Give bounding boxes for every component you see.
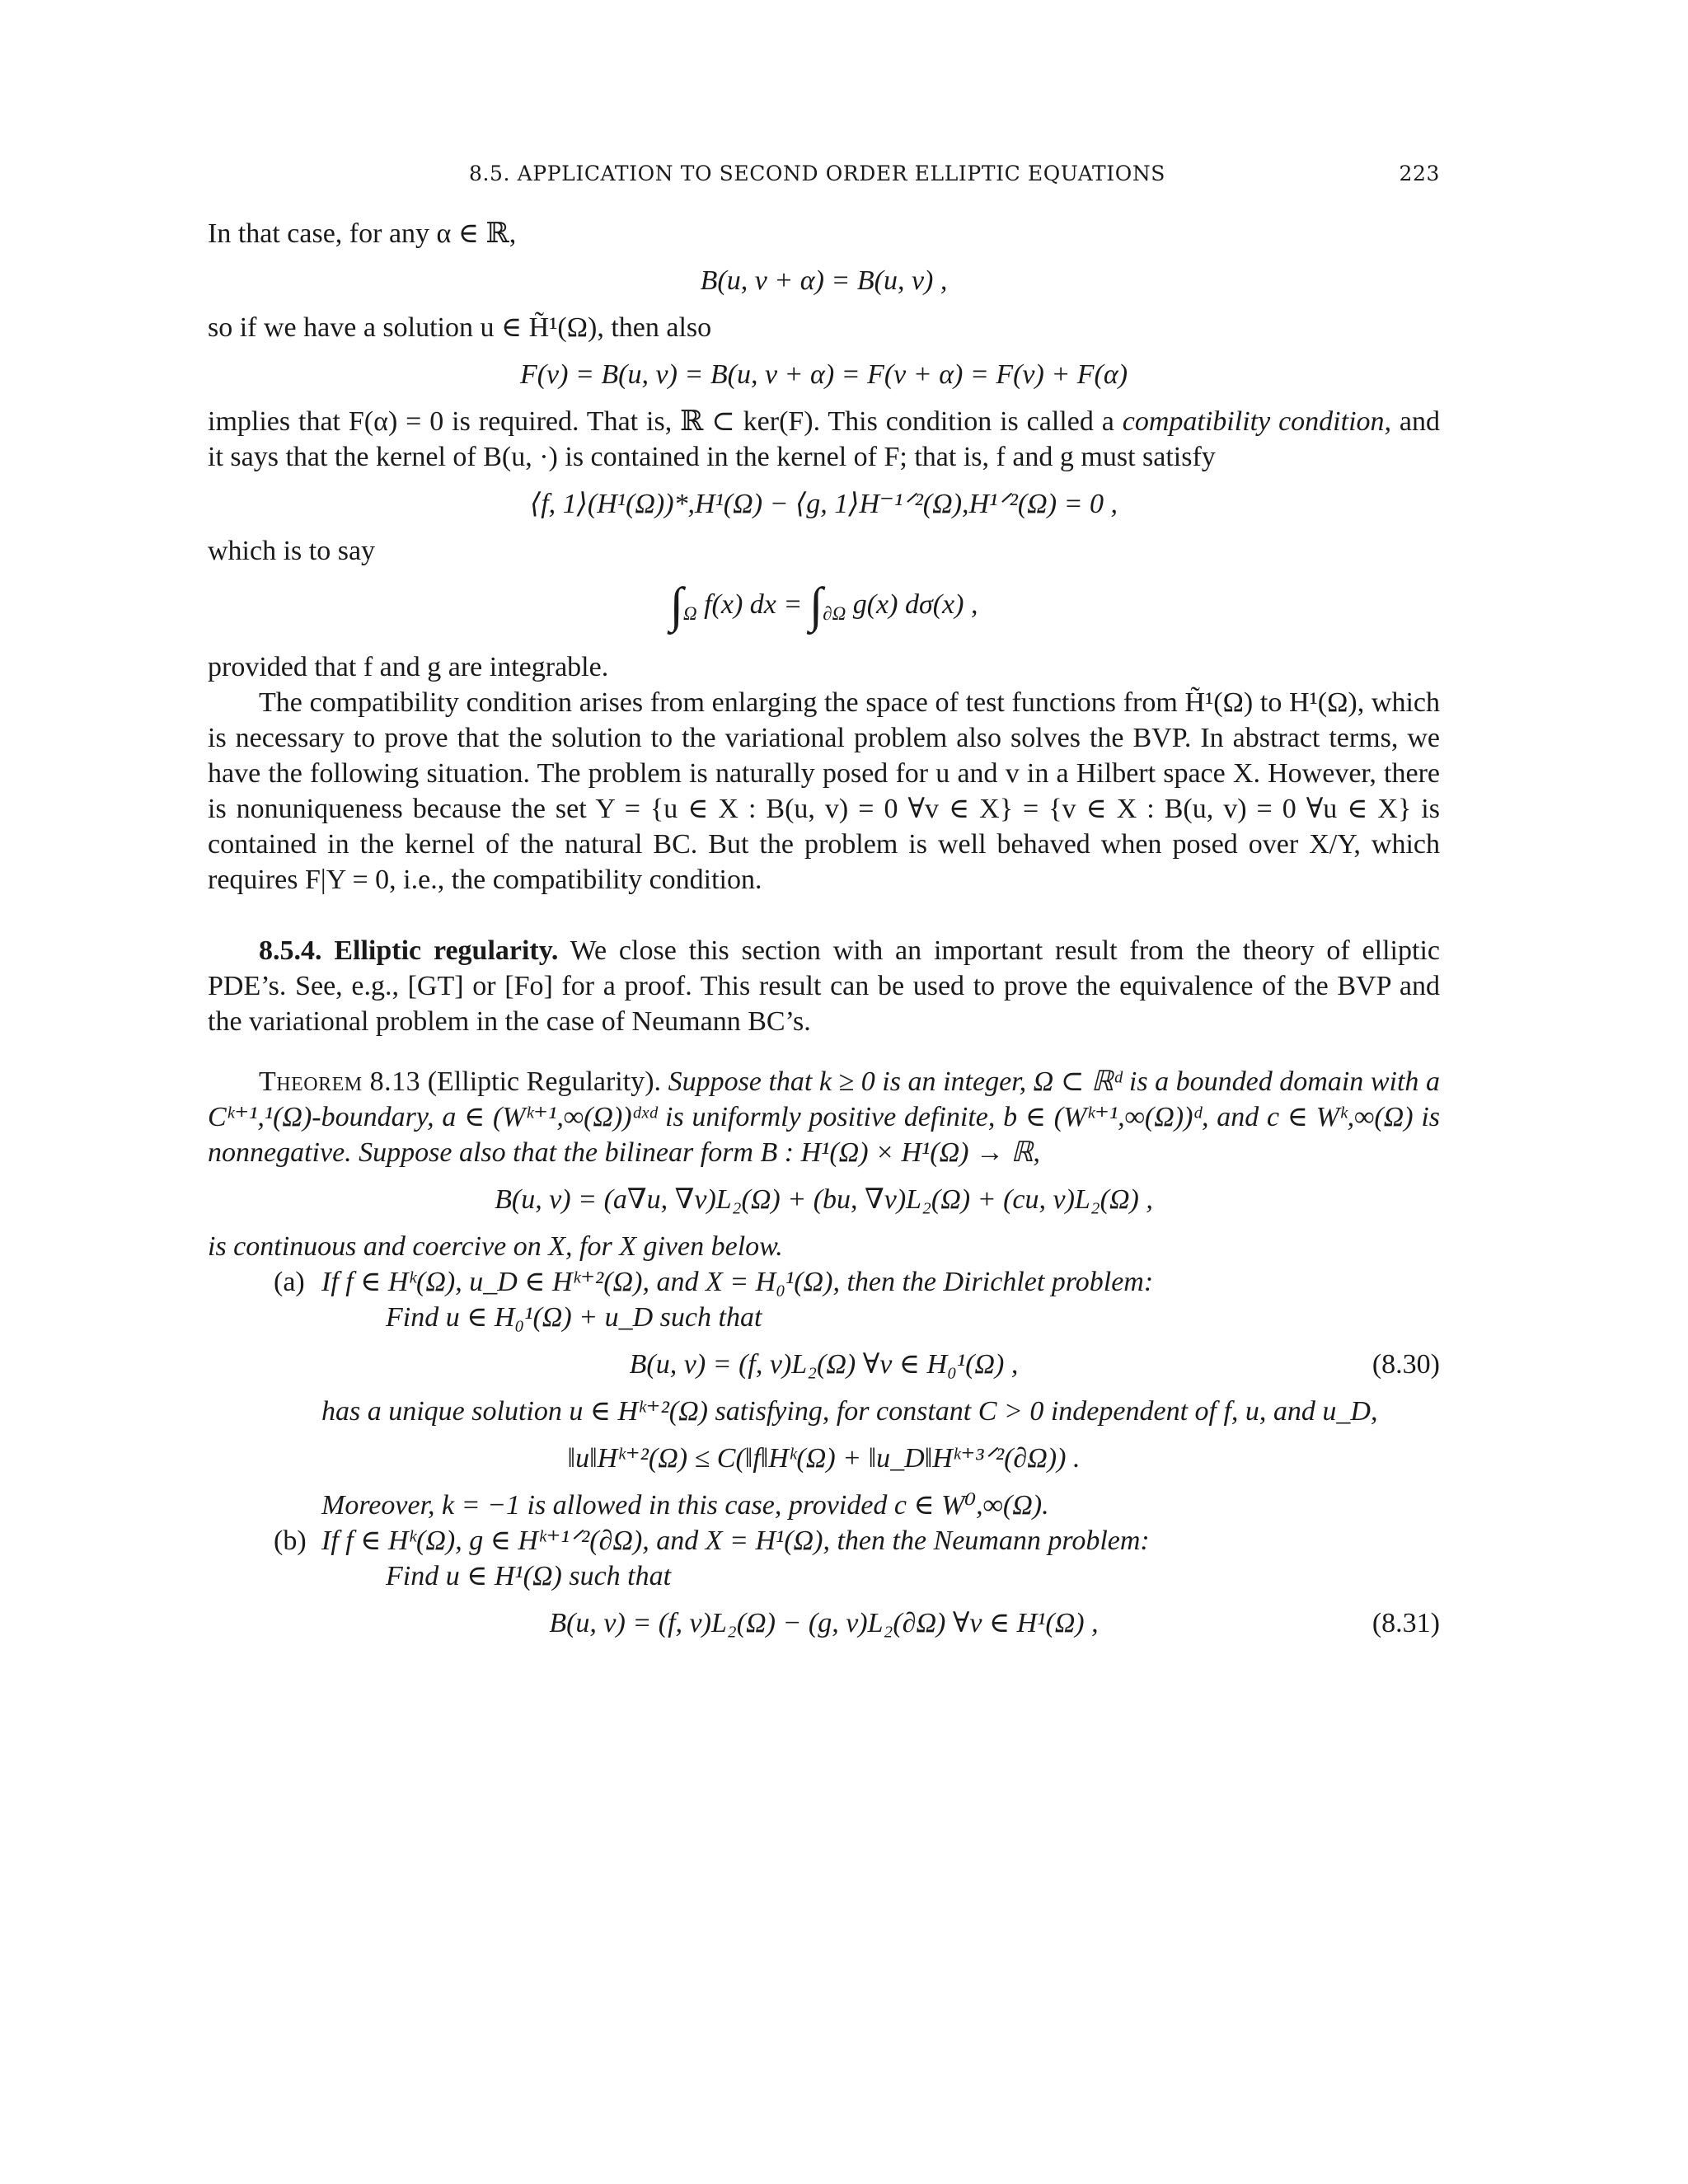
item-b-label: (b) [274, 1526, 307, 1556]
integral-rhs: g(x) dσ(x) , [852, 589, 978, 620]
theorem-statement: Suppose that k ≥ 0 is an integer, Ω ⊂ ℝᵈ is a bounded domain with a Cᵏ⁺¹,¹(Ω)-boundary, a ∈ (Wᵏ⁺¹,∞(Ω))ᵈˣᵈ is uniformly positive definite, b ∈ (Wᵏ⁺¹,∞(Ω))ᵈ, and c ∈ Wᵏ,∞(Ω) is nonnegative. Suppose also that the bilinear form B : H¹(Ω) × H¹(Ω) → ℝ, [208, 1066, 1440, 1168]
equation-8-30-body: B(u, v) = (f, v)L₂(Ω) ∀v ∈ H₀¹(Ω) , [629, 1349, 1019, 1380]
integral-sign-1: ∫ [669, 578, 683, 632]
paragraph-integrable: provided that f and g are integrable. [208, 652, 609, 682]
item-a [208, 1264, 1440, 1335]
integral-domain-2: ∂Ω [823, 603, 846, 624]
item-a-text: If f ∈ Hᵏ(Ω), u_D ∈ Hᵏ⁺²(Ω), and X = H₀¹(Ω), then the Dirichlet problem: [321, 1267, 1154, 1297]
paragraph-which: which is to say [208, 536, 376, 566]
item-a-find: Find u ∈ H₀¹(Ω) + u_D such that [386, 1302, 762, 1333]
equation-number-8-31: (8.31) [1372, 1608, 1440, 1638]
integral-lhs: f(x) dx = [704, 589, 803, 620]
item-b-text: If f ∈ Hᵏ(Ω), g ∈ Hᵏ⁺¹ᐟ²(∂Ω), and X = H¹(Ω), then the Neumann problem: [321, 1526, 1150, 1556]
compat-term: compatibility condition, [1122, 406, 1392, 437]
integral-sign-2: ∫ [809, 578, 823, 632]
compat-text-a: implies that F(α) = 0 is required. That is, ℝ ⊂ ker(F). This condition is called a [208, 406, 1123, 437]
compat-text-c: and it says that the kernel of B(u, ·) is contained in the kernel of F; that is, f and g must satisfy [208, 406, 1441, 472]
equation-7: ‖u‖Hᵏ⁺²(Ω) ≤ C(‖f‖Hᵏ(Ω) + ‖u_D‖Hᵏ⁺³ᐟ²(∂Ω)) . [567, 1443, 1081, 1474]
section-8-5-4 [208, 933, 1440, 1039]
equation-8-31 [208, 1605, 1440, 1641]
page-number: 223 [1399, 162, 1440, 185]
paragraph-intro: In that case, for any α ∈ ℝ, [208, 218, 517, 249]
theorem-name: (Elliptic Regularity). [420, 1066, 668, 1097]
item-a-text-2: has a unique solution u ∈ Hᵏ⁺²(Ω) satisfying, for constant C > 0 independent of f, u, and u_D, [321, 1396, 1378, 1427]
equation-2: F(v) = B(u, v) = B(u, v + α) = F(v + α) = F(v) + F(α) [519, 359, 1128, 390]
theorem-continuation: is continuous and coercive on X, for X given below. [208, 1231, 783, 1262]
equation-3: ⟨f, 1⟩(H¹(Ω))*,H¹(Ω) − ⟨g, 1⟩H⁻¹ᐟ²(Ω),H¹ᐟ²(Ω) = 0 , [529, 489, 1118, 519]
paragraph-abstract: The compatibility condition arises from enlarging the space of test functions from H̃¹(Ω) to H¹(Ω), which is necessary to prove that the solution to the variational problem also solves the BVP. In abstract terms, we have the following situation. The problem is naturally posed for u and v in a Hilbert space X. However, there is nonuniqueness because the set Y = {u ∈ X : B(u, v) = 0 ∀v ∈ X} = {v ∈ X : B(u, v) = 0 ∀u ∈ X} is contained in the kernel of the natural BC. But the problem is well behaved when posed over X/Y, which requires F|Y = 0, i.e., the compatibility condition. [208, 687, 1440, 895]
equation-1: B(u, v + α) = B(u, v) , [700, 265, 948, 296]
paragraph-compatibility [208, 404, 1440, 475]
paragraph-solution: so if we have a solution u ∈ H̃¹(Ω), then also [208, 312, 712, 343]
equation-8-31-body: B(u, v) = (f, v)L₂(Ω) − (g, v)L₂(∂Ω) ∀v ∈ H¹(Ω) , [549, 1608, 1099, 1638]
equation-5: B(u, v) = (a∇u, ∇v)L₂(Ω) + (bu, ∇v)L₂(Ω) + (cu, v)L₂(Ω) , [495, 1184, 1153, 1215]
equation-8-30 [208, 1347, 1440, 1382]
equation-number-8-30: (8.30) [1372, 1349, 1440, 1380]
theorem-label: Theorem 8.13 [259, 1066, 421, 1097]
section-intro: We close this section with an important result from the theory of elliptic PDE’s. See, e.g., [GT] or [Fo] for a proof. This result can be used to prove the equivalence of the BVP and the variational problem in the case of Neumann BC’s. [208, 935, 1440, 1037]
header-title: 8.5. APPLICATION TO SECOND ORDER ELLIPTIC EQUATIONS [469, 162, 1166, 185]
page-body [208, 216, 1440, 1652]
theorem-8-13 [208, 1064, 1440, 1170]
item-b-find: Find u ∈ H¹(Ω) such that [386, 1561, 672, 1591]
item-a-text-3: Moreover, k = −1 is allowed in this case, provided c ∈ W⁰,∞(Ω). [321, 1490, 1049, 1521]
item-b [208, 1523, 1440, 1594]
item-a-label: (a) [274, 1267, 305, 1297]
section-heading: 8.5.4. Elliptic regularity. [259, 935, 559, 966]
integral-domain-1: Ω [682, 603, 697, 624]
equation-4 [208, 578, 1440, 632]
